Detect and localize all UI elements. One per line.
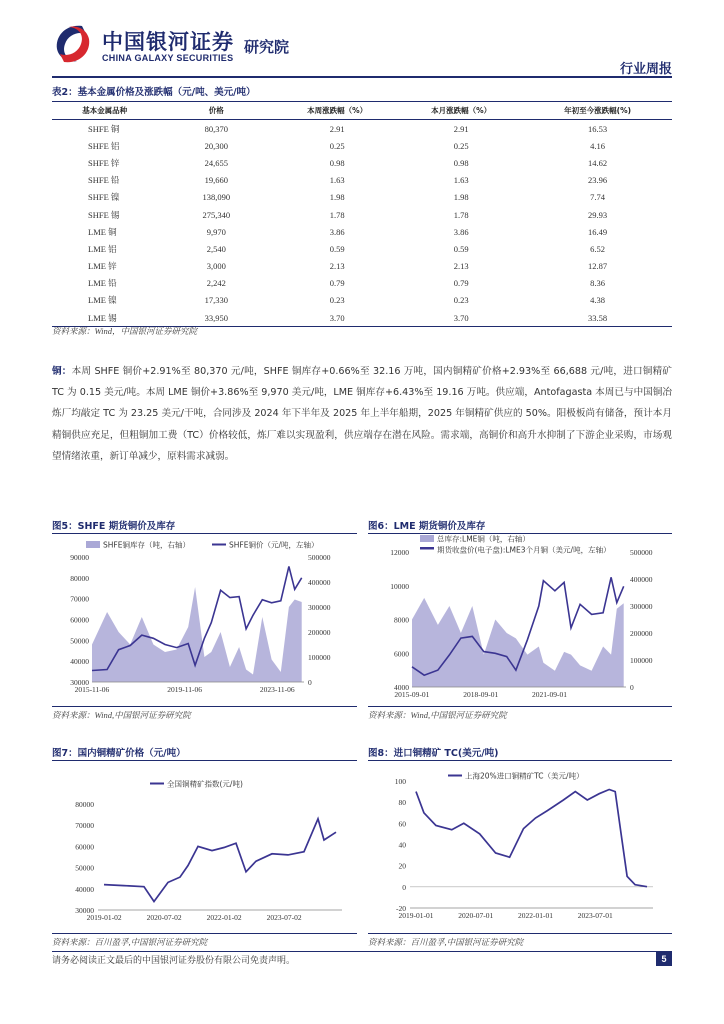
value-cell: 23.96 xyxy=(588,175,608,186)
fig8-concentrate-tc-chart xyxy=(368,762,672,932)
table-header-row xyxy=(52,102,672,120)
y-left-tick-label: 4000 xyxy=(394,683,409,692)
col-header: 本周涨跌幅（%） xyxy=(275,102,399,120)
value-cell: 16.49 xyxy=(588,226,608,237)
metals-price-table xyxy=(52,101,672,327)
value-cell: 12.87 xyxy=(588,261,608,272)
value-cell: 1.63 xyxy=(453,175,469,186)
metal-name-cell: LME 铅 xyxy=(88,278,117,289)
y-left-tick-label: 90000 xyxy=(70,553,89,562)
fig6-title: 图6：LME 期货铜价及库存 xyxy=(368,521,486,532)
value-cell: 0.25 xyxy=(453,140,469,151)
value-cell: 3.70 xyxy=(399,309,523,327)
table-row xyxy=(52,137,672,154)
col-header: 基本金属品种 xyxy=(52,102,157,120)
table-row xyxy=(52,172,672,189)
value-cell: 24,655 xyxy=(204,157,228,168)
metal-name-cell: SHFE 铝 xyxy=(88,140,120,151)
metal-name-cell: LME 镍 xyxy=(88,295,117,306)
x-tick-label: 2023-07-01 xyxy=(577,911,613,920)
value-cell: 1.78 xyxy=(329,209,345,220)
legend-bar-label: 期货收盘价(电子盘):LME3个月铜（美元/吨，左轴） xyxy=(437,545,611,555)
table-row xyxy=(52,223,672,240)
y-right-tick-label: 400000 xyxy=(630,575,653,584)
value-cell: 1.98 xyxy=(329,192,345,203)
legend-line-label: SHFE铜价（元/吨，左轴） xyxy=(229,540,319,550)
value-cell: 275,340 xyxy=(202,209,231,220)
paragraph-lead: 铜： xyxy=(52,366,72,377)
fig6-source: 资料来源：Wind,中国银河证券研究院 xyxy=(368,710,507,720)
fig5-rule xyxy=(52,533,357,534)
galaxy-logo-icon xyxy=(52,22,94,66)
value-cell: 4.38 xyxy=(590,295,606,306)
metal-name-cell: SHFE 铜 xyxy=(88,123,120,134)
series-line xyxy=(416,790,647,887)
y-tick-label: 0 xyxy=(402,882,406,892)
y-left-tick-label: 80000 xyxy=(70,573,89,583)
metal-name-cell: LME 铜 xyxy=(88,226,117,237)
value-cell: 1.98 xyxy=(453,192,469,203)
y-right-tick-label: 100000 xyxy=(630,656,653,665)
y-left-tick-label: 10000 xyxy=(390,581,409,591)
value-cell: 2,242 xyxy=(206,278,226,289)
value-cell: 3,000 xyxy=(206,261,226,272)
table-row xyxy=(52,240,672,257)
y-left-tick-label: 6000 xyxy=(394,649,409,659)
y-left-tick-label: 70000 xyxy=(70,594,89,604)
footer-disclaimer: 请务必阅读正文最后的中国银河证券股份有限公司免责声明。 xyxy=(52,956,296,966)
value-cell: 6.52 xyxy=(590,243,606,254)
value-cell: 0.59 xyxy=(453,243,469,254)
table-row xyxy=(52,258,672,275)
x-tick-label: 2022-01-01 xyxy=(517,911,553,920)
value-cell: 8.36 xyxy=(590,278,606,289)
y-right-tick-label: 0 xyxy=(630,683,634,692)
y-left-tick-label: 8000 xyxy=(394,615,409,625)
y-left-tick-label: 50000 xyxy=(70,636,89,646)
y-right-tick-label: 0 xyxy=(308,678,312,687)
y-tick-label: 40000 xyxy=(75,884,94,894)
fig5-source: 资料来源：Wind,中国银河证券研究院 xyxy=(52,710,191,720)
legend-bar-swatch xyxy=(420,535,434,542)
table-row xyxy=(52,292,672,309)
table-source: 资料来源：Wind，中国银河证券研究院 xyxy=(52,326,197,336)
inventory-area xyxy=(412,598,624,687)
y-right-tick-label: 200000 xyxy=(630,629,653,638)
value-cell: 0.79 xyxy=(329,278,345,289)
col-header: 价格 xyxy=(157,102,275,120)
y-left-tick-label: 12000 xyxy=(390,548,409,557)
fig8-rule xyxy=(368,760,672,761)
legend-line-label: 全国铜精矿指数(元/吨) xyxy=(167,779,243,789)
y-tick-label: 40 xyxy=(398,840,406,850)
x-tick-label: 2020-07-02 xyxy=(146,913,182,922)
x-tick-label: 2021-09-01 xyxy=(532,690,568,699)
value-cell: 2.13 xyxy=(329,261,345,272)
fig7-title: 图7：国内铜精矿价格（元/吨） xyxy=(52,748,186,759)
x-tick-label: 2019-01-01 xyxy=(398,911,434,920)
y-tick-label: 80000 xyxy=(75,800,94,809)
fig7-source: 资料来源：百川盈孚,中国银河证券研究院 xyxy=(52,937,208,947)
y-left-tick-label: 40000 xyxy=(70,657,89,667)
value-cell: 3.70 xyxy=(275,309,399,327)
metal-name-cell: SHFE 锌 xyxy=(88,157,120,168)
legend-bar-swatch xyxy=(420,547,434,550)
y-tick-label: 60 xyxy=(398,819,406,829)
x-tick-label: 2018-09-01 xyxy=(463,690,499,699)
legend-bar-swatch xyxy=(86,541,100,548)
value-cell: 1.63 xyxy=(329,175,345,186)
metal-name-cell: LME 锡 xyxy=(52,309,157,327)
y-tick-label: 20 xyxy=(398,861,406,871)
fig5-shfe-copper-chart xyxy=(52,535,357,705)
value-cell: 0.98 xyxy=(329,157,345,168)
y-right-tick-label: 500000 xyxy=(630,548,653,557)
legend-bar-label: SHFE铜库存（吨，右轴） xyxy=(103,540,190,550)
value-cell: 2.13 xyxy=(453,261,469,272)
value-cell: 19,660 xyxy=(204,175,228,186)
value-cell: 1.78 xyxy=(453,209,469,220)
value-cell: 80,370 xyxy=(204,123,228,134)
y-tick-label: 30000 xyxy=(75,906,94,915)
legend-line-label: 上海20%进口铜精矿TC（美元/吨） xyxy=(465,771,584,781)
value-cell: 0.25 xyxy=(329,140,345,151)
x-tick-label: 2019-01-02 xyxy=(86,913,122,922)
value-cell: 0.79 xyxy=(453,278,469,289)
table-row xyxy=(52,275,672,292)
value-cell: 2.91 xyxy=(329,123,345,134)
y-right-tick-label: 300000 xyxy=(308,603,331,612)
value-cell: 33,950 xyxy=(157,309,275,327)
value-cell: 0.23 xyxy=(453,295,469,306)
table-row xyxy=(52,189,672,206)
table-title: 表2：基本金属价格及涨跌幅（元/吨、美元/吨） xyxy=(52,87,256,98)
y-tick-label: 50000 xyxy=(75,863,94,873)
table-body xyxy=(52,120,672,327)
value-cell: 2.91 xyxy=(453,123,469,134)
footer-divider xyxy=(52,951,672,952)
fig7-concentrate-price-chart xyxy=(52,762,357,932)
metal-name-cell: SHFE 铅 xyxy=(88,175,120,186)
fig5-title: 图5：SHFE 期货铜价及库存 xyxy=(52,521,176,532)
table-row xyxy=(52,154,672,171)
y-tick-label: 60000 xyxy=(75,842,94,852)
table-row xyxy=(52,206,672,223)
value-cell: 14.62 xyxy=(588,157,608,168)
value-cell: 0.59 xyxy=(329,243,345,254)
value-cell: 33.58 xyxy=(523,309,672,327)
value-cell: 20,300 xyxy=(204,140,228,151)
x-tick-label: 2019-11-06 xyxy=(167,685,202,694)
y-right-tick-label: 200000 xyxy=(308,628,331,637)
value-cell: 7.74 xyxy=(590,192,606,203)
fig6-rule xyxy=(368,533,672,534)
value-cell: 0.23 xyxy=(329,295,345,306)
value-cell: 0.98 xyxy=(453,157,469,168)
paragraph-text: 本周 SHFE 铜价+2.91%至 80,370 元/吨，SHFE 铜库存+0.66%至 32.16 万吨，国内铜精矿价格+2.93%至 66,688 元/吨，进口铜精矿 TC 为 0.15 美元/吨。本周 LME 铜价+3.86%至 9,970 美元/吨，LME 铜库存+6.43%至 19.16 万吨。供应端，Antofagasta 本周已与中国铜冶炼厂均敲定 TC 为 23.25 美元/干吨，合同涉及 2024 年下半年及 2025 年上半年船期，2025 年铜精矿供应的 50%。阳极板尚有储备，预计本月精铜供应充足，但粗铜加工费（TC）价格较低，炼厂难以实现盈利，供应端存在潜在风险。需求端，高铜价和高升水抑制了下游企业采购，市场观望情绪浓重，新订单减少，原料需求减弱。 xyxy=(52,366,673,462)
y-right-tick-label: 100000 xyxy=(308,653,331,662)
x-tick-label: 2022-01-02 xyxy=(206,913,242,922)
institute-label: 研究院 xyxy=(244,38,290,56)
metal-name-cell: SHFE 锡 xyxy=(88,209,120,220)
y-tick-label: 100 xyxy=(394,777,406,786)
fig8-source: 资料来源：百川盈孚,中国银河证券研究院 xyxy=(368,937,524,947)
legend-bar-label: 总库存:LME铜（吨，右轴） xyxy=(437,535,530,544)
y-right-tick-label: 300000 xyxy=(630,602,653,611)
series-line xyxy=(104,819,336,902)
fig8-bottom-rule xyxy=(368,933,672,934)
x-tick-label: 2023-11-06 xyxy=(259,685,295,694)
value-cell: 16.53 xyxy=(588,123,608,134)
fig6-lme-copper-chart xyxy=(368,535,672,705)
col-header: 年初至今涨跌幅(%) xyxy=(523,102,672,120)
y-tick-label: 80 xyxy=(398,798,406,808)
x-tick-label: 2015-11-06 xyxy=(74,685,110,694)
metal-name-cell: LME 锌 xyxy=(88,261,117,272)
fig8-title: 图8：进口铜精矿 TC(美元/吨) xyxy=(368,748,499,759)
col-header: 本月涨跌幅（%） xyxy=(399,102,523,120)
y-left-tick-label: 30000 xyxy=(70,678,89,687)
value-cell: 17,330 xyxy=(204,295,228,306)
y-left-tick-label: 60000 xyxy=(70,615,89,625)
table-row xyxy=(52,120,672,138)
x-tick-label: 2023-07-02 xyxy=(266,913,302,922)
inventory-area xyxy=(92,587,302,682)
value-cell: 29.93 xyxy=(588,209,608,220)
y-right-tick-label: 400000 xyxy=(308,578,331,587)
value-cell: 138,090 xyxy=(202,192,231,203)
y-tick-label: -20 xyxy=(396,904,406,913)
metal-name-cell: LME 铝 xyxy=(88,243,117,254)
value-cell: 4.16 xyxy=(590,140,606,151)
x-tick-label: 2020-07-01 xyxy=(458,911,494,920)
doc-type-label: 行业周报 xyxy=(619,62,672,77)
fig7-bottom-rule xyxy=(52,933,357,934)
y-tick-label: 70000 xyxy=(75,821,94,831)
x-tick-label: 2015-09-01 xyxy=(394,690,430,699)
metal-name-cell: SHFE 镍 xyxy=(88,192,120,203)
logo-cn-text: 中国银河证券 xyxy=(102,30,234,54)
page-number: 5 xyxy=(656,952,672,966)
y-right-tick-label: 500000 xyxy=(308,553,331,562)
fig6-bottom-rule xyxy=(368,706,672,707)
logo-en-text: CHINA GALAXY SECURITIES xyxy=(102,53,234,63)
fig7-rule xyxy=(52,760,357,761)
value-cell: 3.86 xyxy=(329,226,345,237)
value-cell: 3.86 xyxy=(453,226,469,237)
value-cell: 9,970 xyxy=(206,226,226,237)
fig5-bottom-rule xyxy=(52,706,357,707)
value-cell: 2,540 xyxy=(206,243,226,254)
header-divider xyxy=(52,76,672,78)
copper-commentary xyxy=(52,361,672,467)
